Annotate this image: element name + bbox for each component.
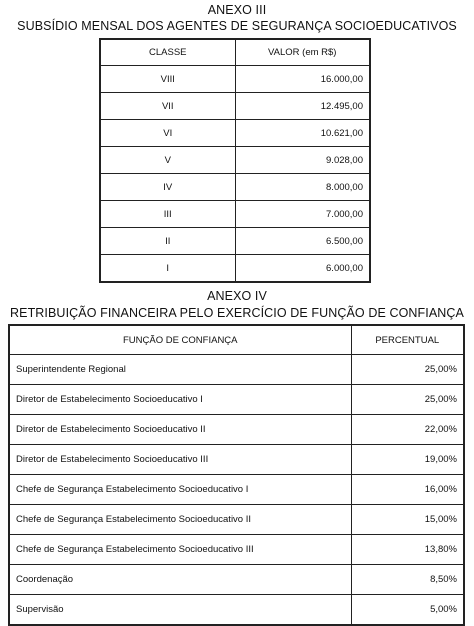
table-row — [9, 355, 464, 385]
valor-cell: 10.621,00 — [235, 120, 370, 147]
funcao-cell: Diretor de Estabelecimento Socioeducativo I — [9, 385, 351, 415]
funcao-cell: Chefe de Segurança Estabelecimento Socioeducativo I — [9, 475, 351, 505]
funcao-cell: Supervisão — [9, 595, 351, 626]
classe-cell: VIII — [100, 66, 235, 93]
table-row — [100, 147, 370, 174]
funcao-cell: Diretor de Estabelecimento Socioeducativo II — [9, 415, 351, 445]
valor-cell: 6.500,00 — [235, 228, 370, 255]
valor-cell: 12.495,00 — [235, 93, 370, 120]
valor-cell: 16.000,00 — [235, 66, 370, 93]
classe-cell: V — [100, 147, 235, 174]
table-row — [9, 415, 464, 445]
percentual-cell: 15,00% — [351, 505, 464, 535]
anexo-iii-subtitle: SUBSÍDIO MENSAL DOS AGENTES DE SEGURANÇA SOCIOEDUCATIVOS — [17, 19, 457, 33]
percentual-cell: 22,00% — [351, 415, 464, 445]
anexo-iv-title: ANEXO IV — [207, 289, 267, 303]
percentual-cell: 16,00% — [351, 475, 464, 505]
percentual-cell: 25,00% — [351, 385, 464, 415]
funcao-confianca-table — [8, 324, 465, 626]
table-row — [9, 595, 464, 626]
classe-cell: II — [100, 228, 235, 255]
anexo-iv-subtitle: RETRIBUIÇÃO FINANCEIRA PELO EXERCÍCIO DE FUNÇÃO DE CONFIANÇA — [10, 306, 464, 320]
classe-cell: I — [100, 255, 235, 283]
table-row — [100, 255, 370, 283]
table-row — [9, 445, 464, 475]
percentual-cell: 19,00% — [351, 445, 464, 475]
table-row — [100, 93, 370, 120]
column-header-valor: VALOR (em R$) — [235, 39, 370, 66]
percentual-cell: 25,00% — [351, 355, 464, 385]
anexo-iii-title: ANEXO III — [207, 3, 267, 17]
column-header-classe: CLASSE — [100, 39, 235, 66]
funcao-cell: Chefe de Segurança Estabelecimento Socioeducativo III — [9, 535, 351, 565]
subsidio-table — [99, 38, 371, 283]
valor-cell: 8.000,00 — [235, 174, 370, 201]
valor-cell: 7.000,00 — [235, 201, 370, 228]
classe-cell: VI — [100, 120, 235, 147]
classe-cell: VII — [100, 93, 235, 120]
column-header-percentual: PERCENTUAL — [351, 325, 464, 355]
table-row — [9, 505, 464, 535]
table-header-row — [9, 325, 464, 355]
classe-cell: III — [100, 201, 235, 228]
percentual-cell: 5,00% — [351, 595, 464, 626]
table-row — [9, 565, 464, 595]
table-row — [100, 201, 370, 228]
percentual-cell: 8,50% — [351, 565, 464, 595]
table-row — [100, 228, 370, 255]
valor-cell: 6.000,00 — [235, 255, 370, 283]
table-header-row — [100, 39, 370, 66]
classe-cell: IV — [100, 174, 235, 201]
column-header-funcao: FUNÇÃO DE CONFIANÇA — [9, 325, 351, 355]
table-row — [100, 174, 370, 201]
funcao-cell: Coordenação — [9, 565, 351, 595]
table-row — [9, 385, 464, 415]
funcao-cell: Chefe de Segurança Estabelecimento Socioeducativo II — [9, 505, 351, 535]
table-row — [100, 66, 370, 93]
table-row — [100, 120, 370, 147]
table-row — [9, 475, 464, 505]
percentual-cell: 13,80% — [351, 535, 464, 565]
valor-cell: 9.028,00 — [235, 147, 370, 174]
table-row — [9, 535, 464, 565]
funcao-cell: Superintendente Regional — [9, 355, 351, 385]
funcao-cell: Diretor de Estabelecimento Socioeducativo III — [9, 445, 351, 475]
